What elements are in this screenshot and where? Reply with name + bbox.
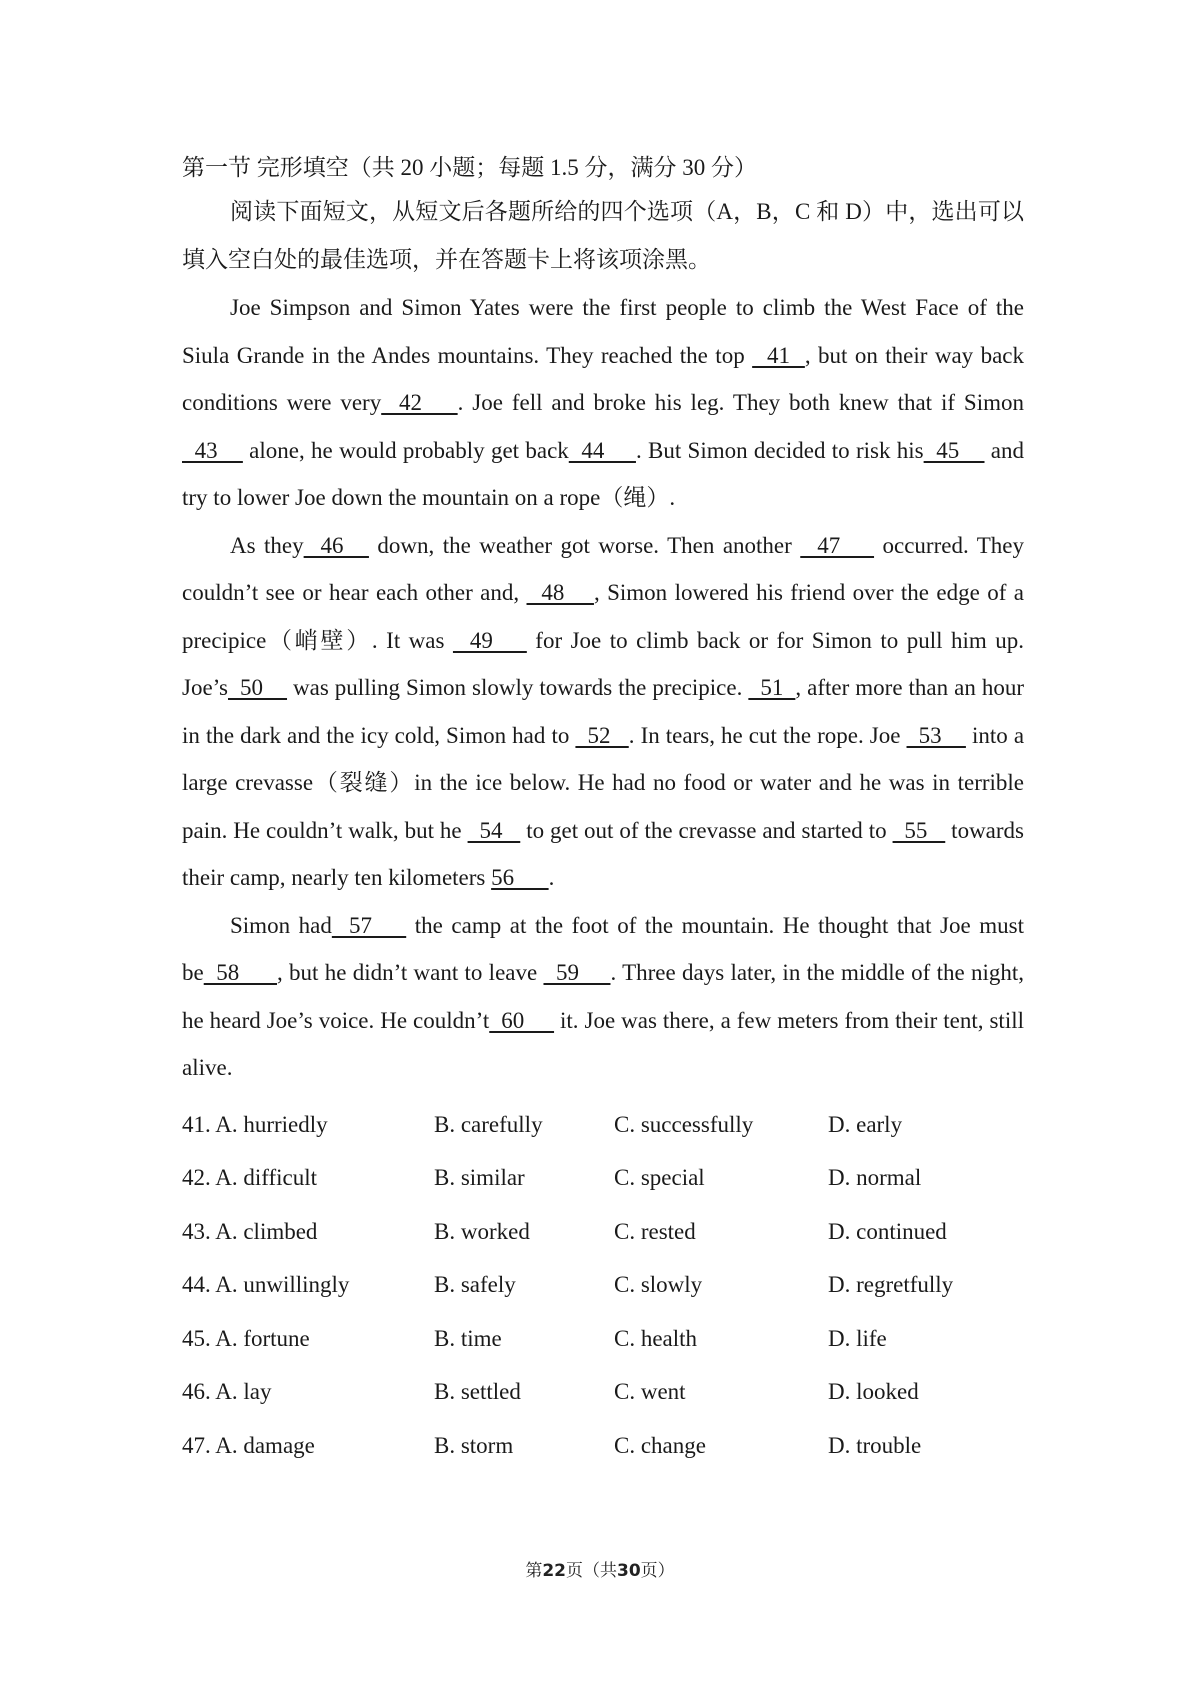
option-d: D. life bbox=[828, 1325, 887, 1351]
answer-blank: 57 bbox=[331, 912, 407, 938]
answer-blank: 58 bbox=[203, 960, 277, 985]
option-b: B. time bbox=[434, 1325, 502, 1351]
answer-blank: 51 bbox=[748, 675, 796, 700]
question-row bbox=[182, 1151, 1024, 1205]
passage-text: . But Simon decided to risk his bbox=[635, 437, 924, 463]
answer-blank: 43 bbox=[182, 437, 243, 463]
option-b: B. carefully bbox=[434, 1111, 543, 1137]
question-row bbox=[182, 1205, 1024, 1259]
option-a: 42. A. difficult bbox=[182, 1165, 318, 1190]
option-a: 43. A. climbed bbox=[182, 1218, 318, 1244]
passage-text: towards their camp, nearly ten kilometers bbox=[182, 817, 1025, 890]
answer-blank: 56 bbox=[491, 865, 549, 890]
passage-text: occurred. They couldn’t see or hear each other and, bbox=[182, 532, 1025, 605]
passage-text: , after more than an hour in the dark and the icy cold, Simon had to bbox=[182, 675, 1025, 748]
instructions: 阅读下面短文，从短文后各题所给的四个选项（A，B，C 和 D）中，选出可以填入空白处的最佳选项，并在答题卡上将该项涂黑。 bbox=[182, 199, 1024, 272]
option-d: D. trouble bbox=[828, 1432, 922, 1458]
passage-text: Simon had bbox=[230, 912, 332, 938]
passage-text: it. Joe was there, a few meters from their tent, still alive. bbox=[182, 1007, 1024, 1080]
passage-text: . Joe fell and broke his leg. They both knew that if Simon bbox=[457, 390, 1024, 415]
option-b: B. safely bbox=[434, 1272, 516, 1297]
answer-blank: 41 bbox=[752, 342, 805, 368]
page-footer: 第22页（共30页） bbox=[525, 1561, 675, 1581]
question-row bbox=[182, 1098, 1024, 1152]
answer-blank: 44 bbox=[568, 437, 636, 463]
page-total: 30 bbox=[617, 1561, 641, 1581]
question-row bbox=[182, 1312, 1024, 1366]
passage-text: for Joe to climb back or for Simon to pull him up. Joe’s bbox=[182, 627, 1025, 700]
page-number: 22 bbox=[542, 1561, 566, 1581]
option-c: C. change bbox=[614, 1432, 706, 1458]
passage-text: , but he didn’t want to leave bbox=[277, 960, 544, 985]
option-a: 45. A. fortune bbox=[182, 1325, 310, 1351]
passage-paragraph-1 bbox=[182, 284, 1024, 522]
answer-blank: 47 bbox=[800, 532, 875, 558]
answer-blank: 53 bbox=[906, 722, 966, 748]
passage-text: . bbox=[548, 865, 555, 890]
passage-text: and try to lower Joe down the mountain on a rope（绳）. bbox=[182, 437, 1025, 510]
question-options bbox=[182, 1098, 1024, 1473]
passage-text: alone, he would probably get back bbox=[242, 437, 569, 463]
answer-blank: 54 bbox=[467, 817, 521, 843]
question-row bbox=[182, 1365, 1024, 1419]
option-d: D. regretfully bbox=[828, 1272, 954, 1297]
passage-text: . In tears, he cut the rope. Joe bbox=[628, 722, 907, 748]
answer-blank: 50 bbox=[228, 675, 288, 700]
question-row bbox=[182, 1258, 1024, 1312]
passage-text: into a large crevasse（裂缝）in the ice below. He had no food or water and he was in terrible pain. He couldn’t walk, but he bbox=[182, 722, 1025, 843]
option-d: D. normal bbox=[828, 1165, 922, 1190]
option-c: C. went bbox=[614, 1379, 686, 1404]
passage-text: As they bbox=[230, 532, 304, 558]
option-d: D. looked bbox=[828, 1379, 919, 1404]
answer-blank: 48 bbox=[526, 580, 594, 605]
option-a: 41. A. hurriedly bbox=[182, 1111, 328, 1137]
option-a: 44. A. unwillingly bbox=[182, 1272, 350, 1297]
answer-blank: 55 bbox=[892, 817, 946, 843]
answer-blank: 59 bbox=[543, 960, 611, 985]
passage-text: Joe Simpson and Simon Yates were the first people to climb the West Face of the Siula Grande in the Andes mountains. They reached the top bbox=[182, 295, 1024, 368]
answer-blank: 52 bbox=[575, 722, 629, 748]
option-b: B. settled bbox=[434, 1379, 521, 1404]
exam-page bbox=[182, 148, 1024, 1472]
option-a: 46. A. lay bbox=[182, 1379, 272, 1404]
option-c: C. successfully bbox=[614, 1111, 754, 1137]
option-c: C. health bbox=[614, 1325, 698, 1351]
answer-blank: 42 bbox=[381, 390, 458, 415]
question-row bbox=[182, 1419, 1024, 1473]
answer-blank: 60 bbox=[489, 1007, 555, 1033]
passage-paragraph-3 bbox=[182, 902, 1024, 1092]
option-d: D. early bbox=[828, 1111, 903, 1137]
option-c: C. slowly bbox=[614, 1272, 703, 1297]
passage-paragraph-2 bbox=[182, 522, 1024, 902]
passage-text: , Simon lowered his friend over the edge of a precipice（峭壁）. It was bbox=[182, 580, 1024, 653]
option-c: C. rested bbox=[614, 1218, 696, 1244]
option-b: B. similar bbox=[434, 1165, 525, 1190]
answer-blank: 46 bbox=[303, 532, 369, 558]
answer-blank: 49 bbox=[452, 627, 527, 653]
passage-text: was pulling Simon slowly towards the precipice. bbox=[287, 675, 749, 700]
passage-text: to get out of the crevasse and started to bbox=[520, 817, 893, 843]
option-c: C. special bbox=[614, 1165, 705, 1190]
passage-text: the camp at the foot of the mountain. He thought that Joe must be bbox=[182, 912, 1024, 985]
option-d: D. continued bbox=[828, 1218, 947, 1244]
answer-blank: 45 bbox=[923, 437, 985, 463]
option-b: B. worked bbox=[434, 1218, 530, 1244]
passage-text: , but on their way back conditions were very bbox=[182, 342, 1025, 415]
section-heading: 第一节 完形填空（共 20 小题；每题 1.5 分，满分 30 分） bbox=[182, 155, 757, 180]
passage-text: . Three days later, in the middle of the night, he heard Joe’s voice. He couldn’t bbox=[182, 960, 1025, 1033]
option-a: 47. A. damage bbox=[182, 1432, 315, 1458]
passage-text: down, the weather got worse. Then another bbox=[368, 532, 801, 558]
option-b: B. storm bbox=[434, 1432, 514, 1458]
